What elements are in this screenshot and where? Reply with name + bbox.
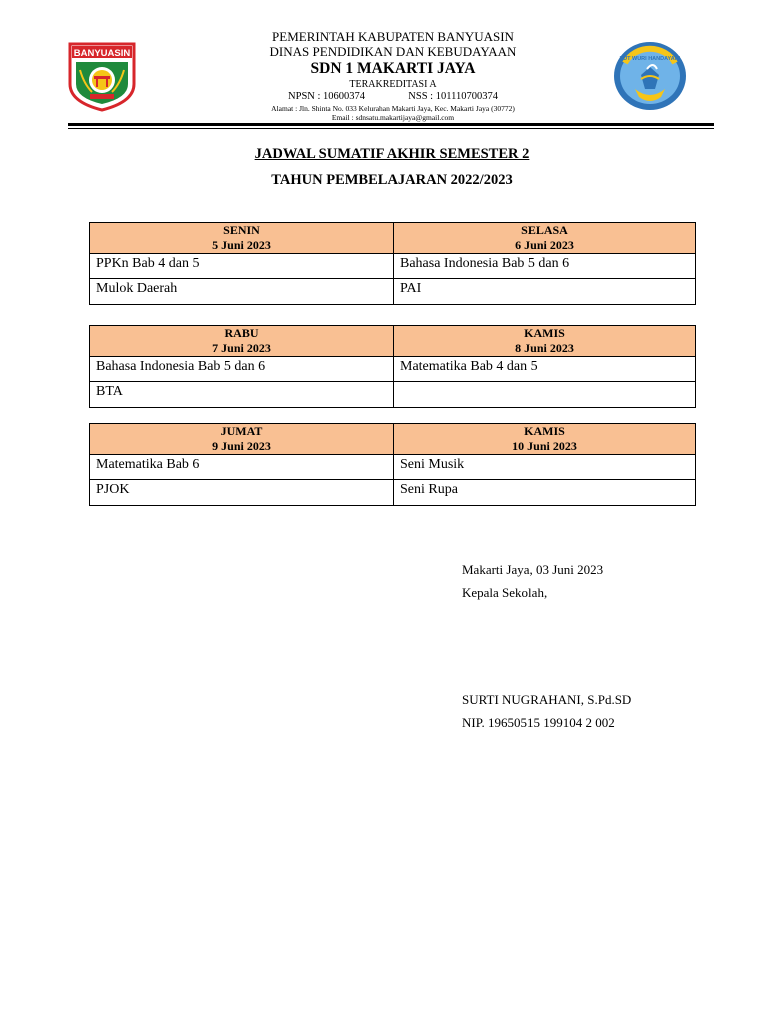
subject-row xyxy=(90,254,696,279)
day-name: SENIN xyxy=(223,223,260,237)
subject-cell: Matematika Bab 6 xyxy=(90,455,394,480)
day-name: SELASA xyxy=(521,223,568,237)
day-name: KAMIS xyxy=(524,326,565,340)
day-name: KAMIS xyxy=(524,424,565,438)
department-line: DINAS PENDIDIKAN DAN KEBUDAYAAN xyxy=(269,44,517,59)
signatory-name: SURTI NUGRAHANI, S.Pd.SD xyxy=(462,692,632,707)
subject-row xyxy=(90,279,696,305)
day-date: 10 Juni 2023 xyxy=(512,439,577,453)
banyuasin-logo xyxy=(66,40,138,112)
subject-cell: Seni Rupa xyxy=(394,480,696,506)
schedule-table xyxy=(89,423,696,506)
subject-cell: Mulok Daerah xyxy=(90,279,394,305)
schedule-table xyxy=(89,325,696,408)
header-rule-thick xyxy=(68,123,714,126)
day-date: 6 Juni 2023 xyxy=(515,238,574,252)
signatory-position: Kepala Sekolah, xyxy=(462,585,548,600)
document-title: JADWAL SUMATIF AKHIR SEMESTER 2 xyxy=(254,146,530,162)
day-header xyxy=(394,424,696,455)
day-header-row xyxy=(90,223,696,254)
subject-cell: BTA xyxy=(90,382,394,408)
gov-line: PEMERINTAH KABUPATEN BANYUASIN xyxy=(272,29,514,44)
place-date: Makarti Jaya, 03 Juni 2023 xyxy=(462,562,604,577)
school-ids xyxy=(180,91,606,103)
subject-row xyxy=(90,357,696,382)
signatory-nip: NIP. 19650515 199104 2 002 xyxy=(462,715,615,730)
subject-cell: PAI xyxy=(394,279,696,305)
schedule-table xyxy=(89,222,696,305)
day-date: 8 Juni 2023 xyxy=(515,341,574,355)
subject-row xyxy=(90,455,696,480)
day-date: 7 Juni 2023 xyxy=(212,341,271,355)
day-header xyxy=(90,223,394,254)
subject-cell: PPKn Bab 4 dan 5 xyxy=(90,254,394,279)
day-header-row xyxy=(90,326,696,357)
logo-right-text: TUT WURI HANDAYANI xyxy=(619,56,681,62)
day-date: 5 Juni 2023 xyxy=(212,238,271,252)
subject-cell xyxy=(394,382,696,408)
accreditation: TERAKREDITASI A xyxy=(349,79,437,90)
subject-cell: Bahasa Indonesia Bab 5 dan 6 xyxy=(394,254,696,279)
day-header xyxy=(394,223,696,254)
subject-cell: Matematika Bab 4 dan 5 xyxy=(394,357,696,382)
day-header xyxy=(90,424,394,455)
subject-row xyxy=(90,480,696,506)
document-subtitle: TAHUN PEMBELAJARAN 2022/2023 xyxy=(271,172,513,188)
subject-cell: PJOK xyxy=(90,480,394,506)
nss: NSS : 101110700374 xyxy=(408,91,498,102)
day-header-row xyxy=(90,424,696,455)
tut-wuri-handayani-logo xyxy=(611,39,689,113)
subject-cell: Bahasa Indonesia Bab 5 dan 6 xyxy=(90,357,394,382)
day-header xyxy=(90,326,394,357)
school-name: SDN 1 MAKARTI JAYA xyxy=(310,60,476,77)
npsn: NPSN : 10600374 xyxy=(288,91,366,102)
day-name: RABU xyxy=(224,326,259,340)
day-header xyxy=(394,326,696,357)
header-rule-thin xyxy=(68,128,714,129)
subject-row xyxy=(90,382,696,408)
email: Email : sdnsatu.makartijaya@gmail.com xyxy=(331,113,455,122)
logo-left-text: BANYUASIN xyxy=(73,48,131,59)
day-date: 9 Juni 2023 xyxy=(212,439,271,453)
day-name: JUMAT xyxy=(220,424,263,438)
address: Alamat : Jln. Shinta No. 033 Kelurahan Makarti Jaya, Kec. Makarti Jaya (30772) xyxy=(271,104,515,113)
subject-cell: Seni Musik xyxy=(394,455,696,480)
